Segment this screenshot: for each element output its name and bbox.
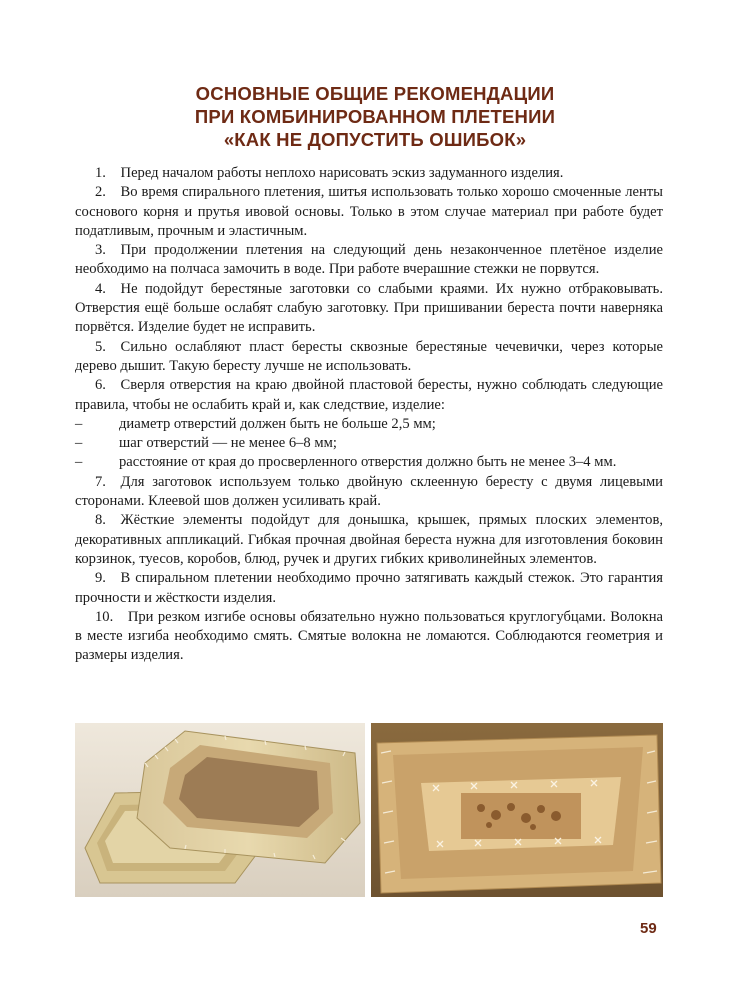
list-item: 10. При резком изгибе основы обязательно нужно пользоваться круглогубцами. Волокна в месте изгиба необходимо смять. Смятые волокна не ломаются. Соблюдаются геометрия и размеры изделия. bbox=[75, 608, 663, 664]
page-number: 59 bbox=[640, 920, 657, 937]
list-item: 5. Сильно ослабляют пласт бересты сквозные берестяные чечевички, через которые дерево дышит. Такую бересту лучше не использовать. bbox=[75, 338, 663, 374]
dash-item-text: диаметр отверстий должен быть не больше 2,5 мм; bbox=[119, 415, 436, 432]
list-item: 2. Во время спирального плетения, шитья использовать только хорошо смоченные ленты соснового корня и прутья ивовой основы. Только в этом случае материал при работе будет податливым, прочным и эластичным. bbox=[75, 184, 663, 239]
photo-birch-bark-box bbox=[75, 723, 365, 897]
list-item: 6. Сверля отверстия на краю двойной пластовой бересты, нужно соблюдать следующие правила, чтобы не ослабить край и, как следствие, изделие: bbox=[75, 377, 663, 413]
recommendations-list bbox=[75, 164, 663, 666]
dash-item bbox=[75, 434, 663, 453]
dash-item-text: шаг отверстий — не менее 6–8 мм; bbox=[119, 435, 337, 452]
title-line-2: ПРИ КОМБИНИРОВАННОМ ПЛЕТЕНИИ bbox=[194, 106, 556, 127]
dash-item-text: расстояние от края до просверленного отверстия должно быть не менее 3–4 мм. bbox=[119, 454, 617, 471]
list-item: 4. Не подойдут берестяные заготовки со слабыми краями. Их нужно отбраковывать. Отверстия ещё больше ослабят слабую заготовку. При пришивании береста почти наверняка порвётся. Изделие будет не исправить. bbox=[75, 280, 663, 336]
dash-marker: – bbox=[75, 435, 83, 452]
dash-marker: – bbox=[75, 454, 83, 471]
list-item: 1. Перед началом работы неплохо нарисовать эскиз задуманного изделия. bbox=[95, 165, 564, 181]
list-item: 3. При продолжении плетения на следующий день незаконченное плетёное изделие необходимо на полчаса замочить в воде. При работе вчерашние стежки не порвутся. bbox=[75, 242, 663, 278]
title-line-3: «КАК НЕ ДОПУСТИТЬ ОШИБОК» bbox=[223, 129, 527, 150]
title-line-1: ОСНОВНЫЕ ОБЩИЕ РЕКОМЕНДАЦИИ bbox=[195, 83, 555, 104]
dash-item bbox=[75, 453, 663, 472]
dash-item bbox=[75, 415, 663, 434]
list-item: 7. Для заготовок используем только двойную склеенную бересту с двумя лицевыми сторонами. Клеевой шов должен усиливать край. bbox=[75, 473, 663, 510]
list-item: 8. Жёсткие элементы подойдут для донышка, крышек, прямых плоских элементов, декоративных аппликаций. Гибкая прочная двойная береста нужна для изготовления боковин корзинок, туесов, коробов, блюд, ручек и других гибких криволинейных элементов. bbox=[75, 512, 663, 567]
photo-birch-bark-tray bbox=[371, 723, 663, 897]
dash-marker: – bbox=[75, 415, 83, 432]
list-item: 9. В спиральном плетении необходимо прочно затягивать каждый стежок. Это гарантия прочности и жёсткости изделия. bbox=[75, 570, 663, 606]
page-title bbox=[80, 82, 670, 151]
